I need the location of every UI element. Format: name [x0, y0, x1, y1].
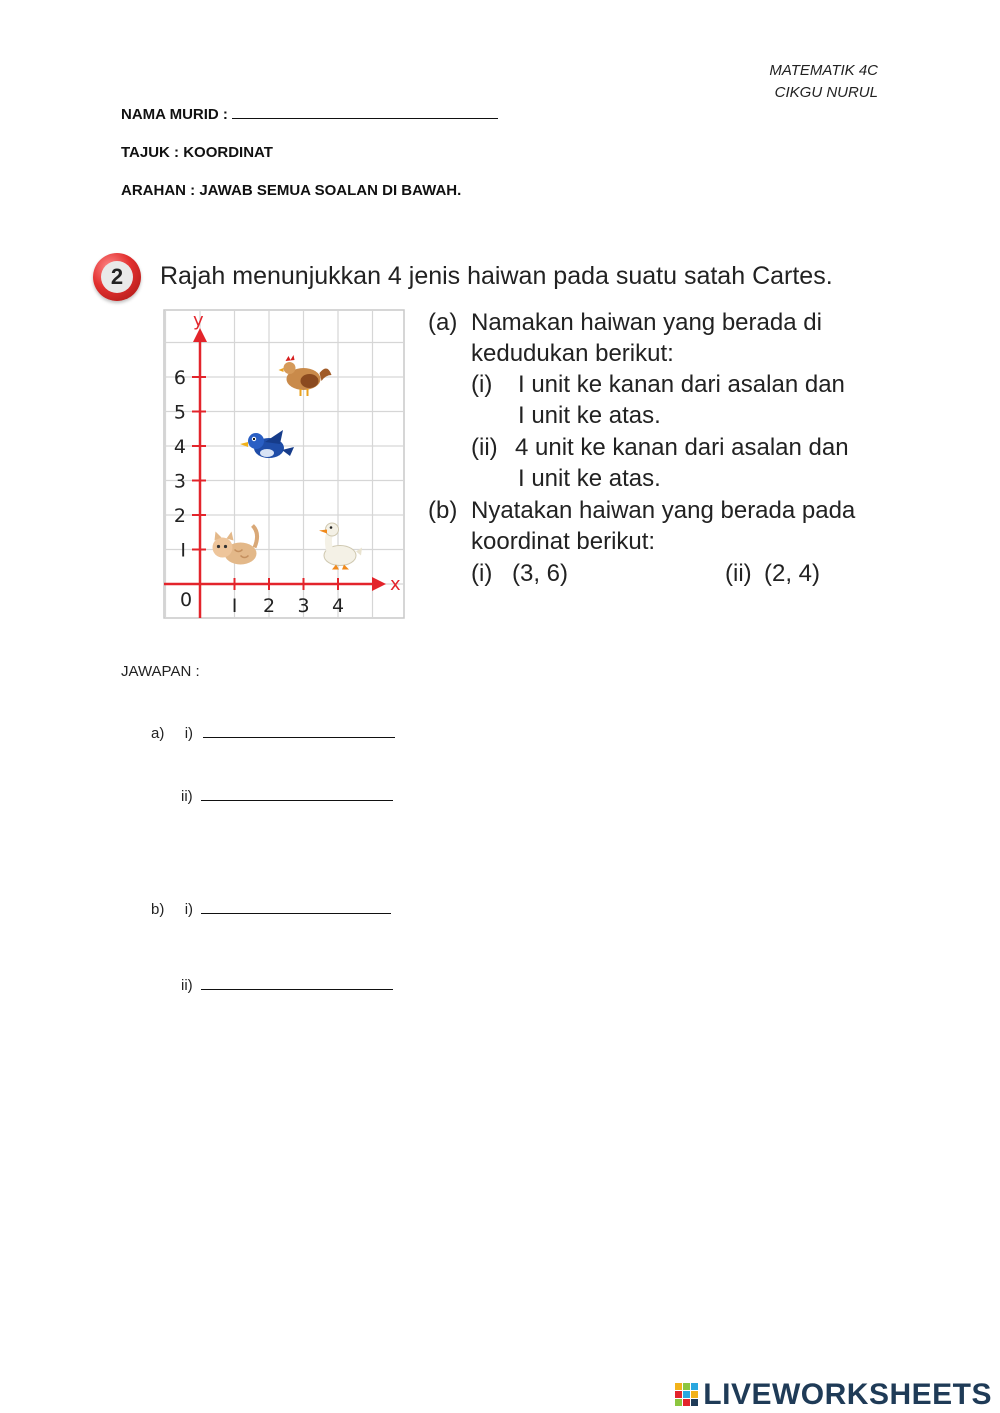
x-tick-label: 2	[262, 595, 276, 617]
x-tick-label: 3	[297, 595, 310, 617]
answer-b-i-row	[151, 901, 391, 918]
y-tick-label: 5	[173, 401, 186, 424]
x-tick-label: 4	[331, 595, 345, 617]
part-b-label: (b)	[428, 497, 458, 524]
answer-a-ii-label: ii)	[181, 788, 193, 805]
part-a-label: (a)	[428, 309, 458, 336]
a-i-line1: I unit ke kanan dari asalan dan	[518, 371, 845, 398]
a-i-label: (i)	[471, 371, 493, 398]
part-b-line2: koordinat berikut:	[471, 528, 656, 555]
b-i-value: (3, 6)	[512, 560, 569, 587]
answer-b-ii-label: ii)	[181, 977, 193, 994]
question-number: 2	[101, 261, 133, 293]
x-axis-label: x	[390, 574, 401, 595]
instruction-label: ARAHAN : JAWAB SEMUA SOALAN DI BAWAH.	[121, 182, 462, 199]
y-tick-label: I	[180, 539, 186, 562]
answer-a-label: a)	[151, 725, 165, 742]
answers-heading: JAWAPAN :	[121, 663, 200, 680]
answer-b-ii-blank[interactable]	[201, 989, 393, 990]
y-axis-label: y	[193, 310, 204, 331]
part-a-line1: Namakan haiwan yang berada di	[471, 309, 822, 336]
liveworksheets-grid-icon	[675, 1383, 699, 1407]
y-tick-label: 4	[173, 436, 186, 458]
student-name-label: NAMA MURID :	[121, 106, 228, 123]
a-ii-line2: I unit ke atas.	[518, 465, 661, 492]
student-name-blank[interactable]	[232, 118, 498, 119]
b-i-label: (i)	[471, 560, 493, 587]
answer-b-i-label: i)	[184, 901, 194, 918]
a-ii-label: (ii)	[471, 434, 498, 461]
y-tick-label: 2	[173, 505, 186, 527]
answer-a-i-row	[151, 725, 395, 742]
answer-b-ii-row	[181, 977, 393, 994]
y-tick-label: 6	[173, 367, 186, 389]
answer-b-label: b)	[151, 901, 165, 918]
origin-label: 0	[180, 589, 193, 611]
cartesian-plane	[160, 306, 410, 622]
answer-a-i-label: i)	[184, 725, 194, 742]
part-a-line2: kedudukan berikut:	[471, 340, 674, 367]
a-ii-line1: 4 unit ke kanan dari asalan dan	[515, 434, 849, 461]
question-number-badge	[93, 253, 141, 301]
a-i-line2: I unit ke atas.	[518, 402, 661, 429]
header-right	[769, 60, 878, 104]
teacher-label: CIKGU NURUL	[774, 84, 878, 101]
student-name-row	[121, 106, 498, 123]
y-tick-label: 3	[173, 470, 186, 493]
x-tick-label: I	[231, 595, 238, 617]
b-ii-value: (2, 4)	[764, 560, 821, 587]
question-title: Rajah menunjukkan 4 jenis haiwan pada suatu satah Cartes.	[160, 262, 833, 290]
answer-a-i-blank[interactable]	[203, 737, 395, 738]
answer-b-i-blank[interactable]	[201, 913, 391, 914]
answer-a-ii-blank[interactable]	[201, 800, 393, 801]
part-b-line1: Nyatakan haiwan yang berada pada	[471, 497, 856, 524]
answer-a-ii-row	[181, 788, 393, 805]
liveworksheets-brand: LIVEWORKSHEETS	[703, 1378, 992, 1411]
subject-label: MATEMATIK 4C	[769, 62, 878, 79]
b-ii-label: (ii)	[725, 560, 752, 587]
topic-label: TAJUK : KOORDINAT	[121, 144, 273, 161]
liveworksheets-logo	[675, 1378, 992, 1412]
